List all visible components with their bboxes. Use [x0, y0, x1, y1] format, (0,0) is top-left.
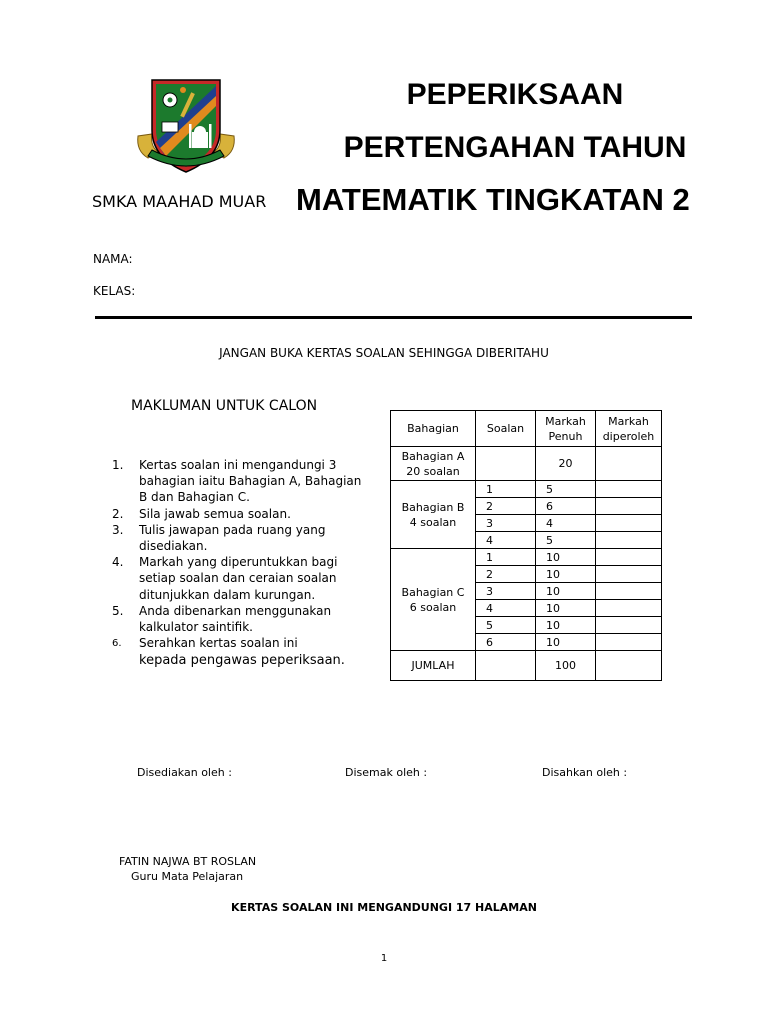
name-label: NAMA: — [93, 252, 133, 266]
table-row: 4 10 — [391, 600, 662, 617]
class-label: KELAS: — [93, 284, 136, 298]
list-item: 1. Kertas soalan ini mengandungi 3 bahagian iaitu Bahagian A, Bahagian B dan Bahagian C. — [112, 458, 362, 505]
section-b-label: Bahagian B 4 soalan — [391, 481, 476, 549]
total-label: JUMLAH — [391, 651, 476, 681]
instructions-list — [112, 457, 372, 669]
table-row: 3 10 — [391, 583, 662, 600]
teacher-name: FATIN NAJWA BT ROSLAN — [119, 855, 257, 868]
exam-subtitle: PERTENGAHAN TAHUN — [343, 131, 687, 164]
table-header-row — [391, 411, 662, 447]
list-item: 4. Markah yang diperuntukkan bagi setiap soalan dan ceraian soalan ditunjukkan dalam kurungan. — [112, 555, 338, 602]
list-item: 5. Anda dibenarkan menggunakan kalkulator saintifik. — [112, 603, 332, 635]
header-full-marks: Markah Penuh — [536, 411, 596, 447]
table-row: 4 5 — [391, 532, 662, 549]
table-row: Bahagian C 6 soalan 1 10 — [391, 549, 662, 566]
list-item: 2. Sila jawab semua soalan. — [112, 506, 291, 521]
subject-title: MATEMATIK TINGKATAN 2 — [296, 182, 690, 217]
list-item: 3. Tulis jawapan pada ruang yang disediakan. — [112, 522, 326, 554]
checked-by-label: Disemak oleh : — [345, 766, 428, 779]
prepared-by-label: Disediakan oleh : — [137, 766, 232, 779]
table-total-row — [391, 651, 662, 681]
page-number: 1 — [380, 953, 388, 964]
section-a-obtained — [596, 447, 662, 481]
marks-table — [390, 410, 662, 681]
school-crest-logo — [134, 76, 238, 176]
warning-text: JANGAN BUKA KERTAS SOALAN SEHINGGA DIBERITAHU — [219, 346, 549, 360]
pages-note: KERTAS SOALAN INI MENGANDUNGI 17 HALAMAN — [231, 901, 537, 914]
section-c-label: Bahagian C 6 soalan — [391, 549, 476, 651]
info-heading: MAKLUMAN UNTUK CALON — [131, 398, 318, 414]
section-a-question — [476, 447, 536, 481]
header-obtained: Markah diperoleh — [596, 411, 662, 447]
table-row: 3 4 — [391, 515, 662, 532]
table-row: 5 10 — [391, 617, 662, 634]
divider-line — [95, 316, 692, 319]
exam-title: PEPERIKSAAN — [406, 78, 624, 111]
school-name: SMKA MAAHAD MUAR — [92, 192, 267, 211]
list-item: 6. Serahkan kertas soalan ini kepada pengawas peperiksaan. — [112, 636, 345, 669]
section-a-label: Bahagian A 20 soalan — [391, 447, 476, 481]
table-row — [391, 447, 662, 481]
teacher-role: Guru Mata Pelajaran — [131, 870, 244, 883]
table-row: 2 6 — [391, 498, 662, 515]
approved-by-label: Disahkan oleh : — [542, 766, 628, 779]
section-a-marks: 20 — [536, 447, 596, 481]
header-question: Soalan — [476, 411, 536, 447]
table-row: Bahagian B 4 soalan 1 5 — [391, 481, 662, 498]
table-row: 2 10 — [391, 566, 662, 583]
total-marks: 100 — [536, 651, 596, 681]
header-section: Bahagian — [391, 411, 476, 447]
table-row: 6 10 — [391, 634, 662, 651]
